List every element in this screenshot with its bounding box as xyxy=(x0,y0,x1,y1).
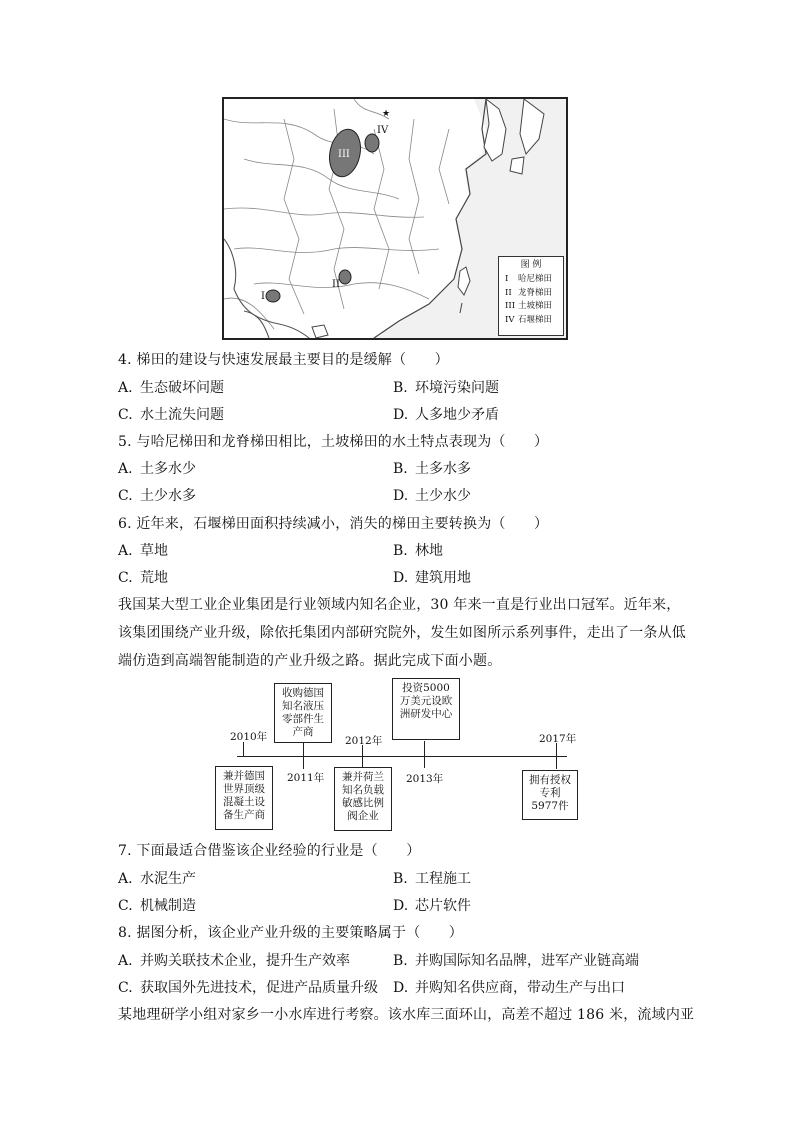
question-5-stem: 5. 与哈尼梯田和龙脊梯田相比，土坡梯田的水土特点表现为（ ） xyxy=(118,434,549,450)
timeline-tick xyxy=(556,743,557,769)
q7-option-b[interactable]: B. 工程施工 xyxy=(393,871,471,887)
map-label-ii: II xyxy=(332,279,340,290)
map-label-iv: IV xyxy=(377,125,389,136)
event-box-2017: 拥有授权专利5977件 xyxy=(522,770,578,820)
year-2012: 2012年 xyxy=(345,735,383,747)
passage-next-question: 某地理研学小组对家乡一小水库进行考察。该水库三面环山，高差不超过 186 米，流域内亚 xyxy=(118,1007,695,1023)
timeline-tick xyxy=(424,741,425,768)
q8-option-d[interactable]: D. 并购知名供应商，带动生产与出口 xyxy=(393,980,625,996)
year-2011: 2011年 xyxy=(287,772,325,784)
year-2010: 2010年 xyxy=(230,731,268,743)
question-6-stem: 6. 近年来，石堰梯田面积持续减小，消失的梯田主要转换为（ ） xyxy=(118,516,549,532)
q7-option-d[interactable]: D. 芯片软件 xyxy=(393,898,471,914)
map-label-iii: III xyxy=(338,149,350,160)
q5-option-b[interactable]: B. 土多水多 xyxy=(393,461,471,477)
year-2017: 2017年 xyxy=(539,733,577,745)
q6-option-c[interactable]: C. 荒地 xyxy=(118,570,168,586)
timeline-tick xyxy=(303,742,304,769)
terrace-distribution-map xyxy=(222,97,568,340)
passage-line-3: 端仿造到高端智能制造的产业升级之路。据此完成下面小题。 xyxy=(118,653,502,669)
q5-option-c[interactable]: C. 土少水多 xyxy=(118,488,196,504)
timeline-tick xyxy=(243,742,244,756)
q5-option-a[interactable]: A. 土多水少 xyxy=(118,461,196,477)
map-legend xyxy=(498,256,564,336)
event-box-2010: 兼并德国世界顶级混凝土设备生产商 xyxy=(215,766,273,830)
passage-line-1: 我国某大型工业企业集团是行业领域内知名企业，30 年来一直是行业出口冠军。近年来， xyxy=(118,597,681,613)
q4-option-d[interactable]: D. 人多地少矛盾 xyxy=(393,407,499,423)
timeline-axis xyxy=(237,756,567,757)
legend-item: I 哈尼梯田 xyxy=(505,273,553,284)
q7-option-a[interactable]: A. 水泥生产 xyxy=(118,871,196,887)
q4-option-a[interactable]: A. 生态破坏问题 xyxy=(118,380,224,396)
legend-item: II 龙脊梯田 xyxy=(505,287,553,298)
year-2013: 2013年 xyxy=(406,773,444,785)
q6-option-b[interactable]: B. 林地 xyxy=(393,543,443,559)
question-7-stem: 7. 下面最适合借鉴该企业经验的行业是（ ） xyxy=(118,843,421,859)
q6-option-a[interactable]: A. 草地 xyxy=(118,543,168,559)
legend-item: IV 石堰梯田 xyxy=(505,315,553,326)
q6-option-d[interactable]: D. 建筑用地 xyxy=(393,570,471,586)
q5-option-d[interactable]: D. 土少水少 xyxy=(393,488,471,504)
q4-option-b[interactable]: B. 环境污染问题 xyxy=(393,380,499,396)
q8-option-b[interactable]: B. 并购国际知名品牌，进军产业链高端 xyxy=(393,953,639,969)
map-label-i: I xyxy=(261,291,265,302)
q8-option-c[interactable]: C. 获取国外先进技术，促进产品质量升级 xyxy=(118,980,378,996)
q4-option-c[interactable]: C. 水土流失问题 xyxy=(118,407,224,423)
event-box-2011: 收购德国知名液压零部件生产商 xyxy=(274,683,332,743)
question-4-stem: 4. 梯田的建设与快速发展最主要目的是缓解（ ） xyxy=(118,352,449,368)
legend-item: III 土坡梯田 xyxy=(505,301,553,312)
event-box-2013: 投资5000万美元设欧洲研发中心 xyxy=(392,678,460,740)
timeline-tick xyxy=(362,745,363,767)
capital-star-icon: ★ xyxy=(382,109,391,119)
question-8-stem: 8. 据图分析，该企业产业升级的主要策略属于（ ） xyxy=(118,925,464,941)
event-box-2012: 兼并荷兰知名负载敏感比例阀企业 xyxy=(334,767,392,831)
q7-option-c[interactable]: C. 机械制造 xyxy=(118,898,196,914)
passage-line-2: 该集团围绕产业升级，除依托集团内部研究院外，发生如图所示系列事件，走出了一条从低 xyxy=(118,625,686,641)
legend-title: 图 例 xyxy=(520,260,542,270)
q8-option-a[interactable]: A. 并购关联技术企业，提升生产效率 xyxy=(118,953,350,969)
